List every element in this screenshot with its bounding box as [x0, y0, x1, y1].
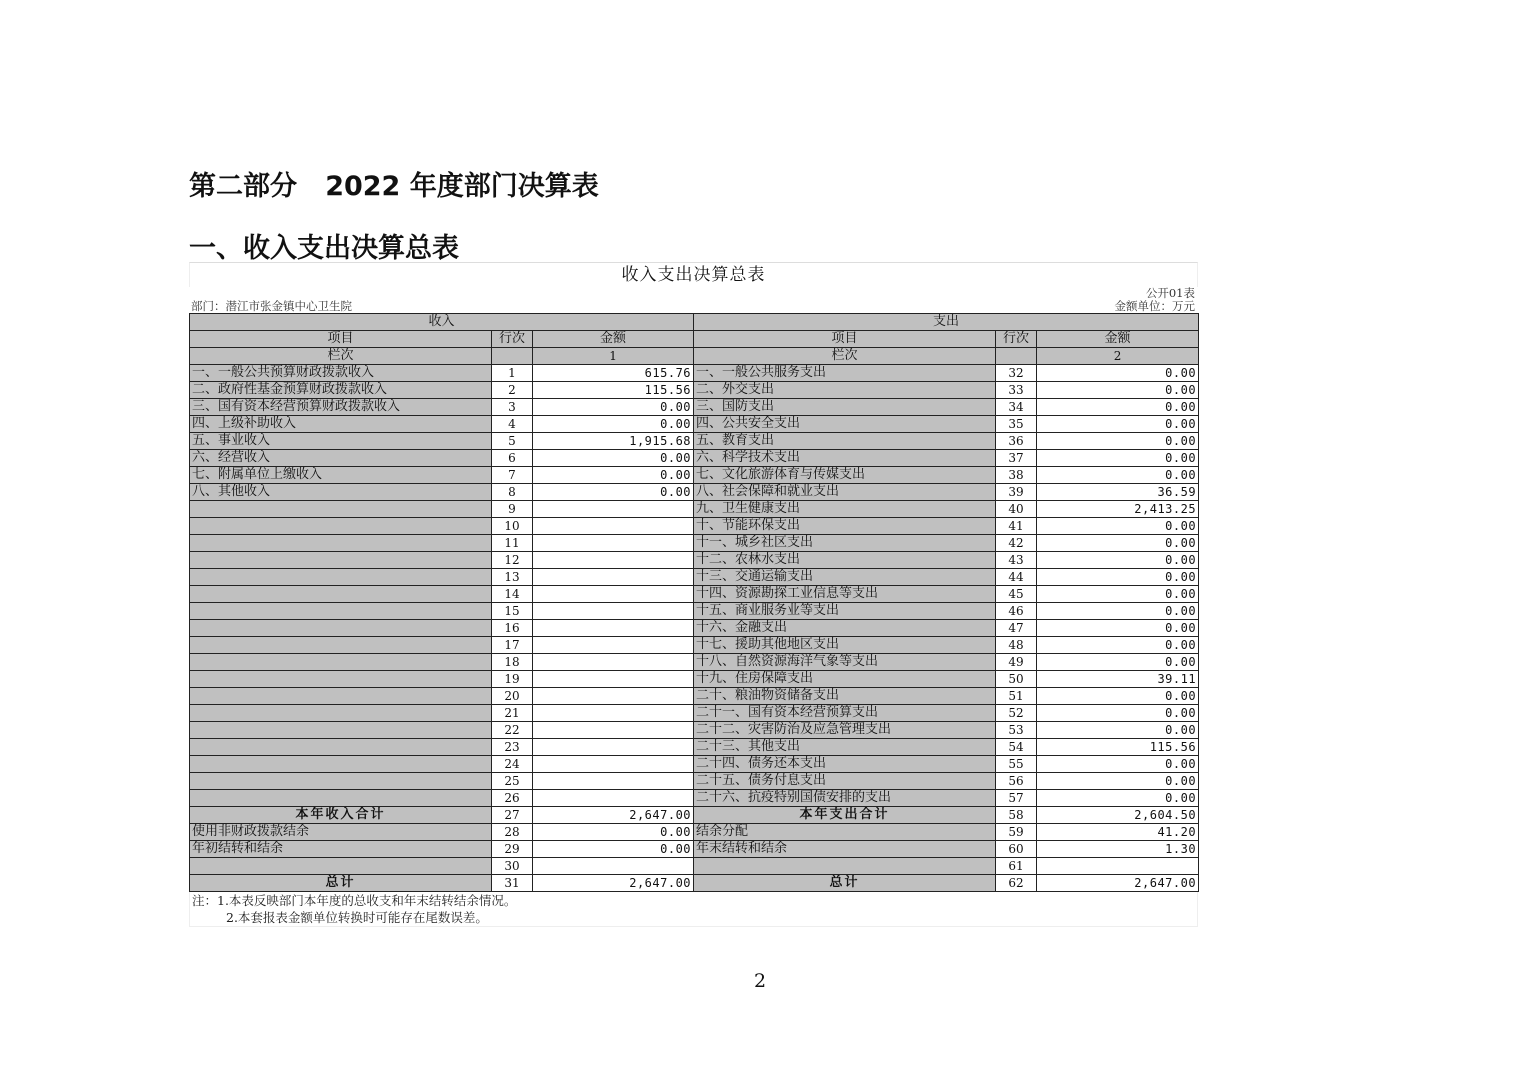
income-line: 28 — [492, 824, 533, 841]
income-line: 25 — [492, 773, 533, 790]
expense-line: 48 — [996, 637, 1037, 654]
income-line: 22 — [492, 722, 533, 739]
expense-amount: 0.00 — [1037, 654, 1199, 671]
income-line: 12 — [492, 552, 533, 569]
income-line: 8 — [492, 484, 533, 501]
sheet-title: 收入支出决算总表 — [189, 262, 1198, 287]
expense-line: 44 — [996, 569, 1037, 586]
summary-table — [189, 313, 1199, 892]
income-item: 一、一般公共预算财政拨款收入 — [190, 365, 492, 382]
income-item: 七、附属单位上缴收入 — [190, 467, 492, 484]
income-amount — [533, 739, 694, 756]
expense-line: 36 — [996, 433, 1037, 450]
expense-line: 53 — [996, 722, 1037, 739]
expense-item: 二十五、债务付息支出 — [694, 773, 996, 790]
expense-amount: 0.00 — [1037, 467, 1199, 484]
expense-line: 43 — [996, 552, 1037, 569]
page-number: 2 — [753, 970, 767, 992]
expense-line: 59 — [996, 824, 1037, 841]
income-amount: 0.00 — [533, 484, 694, 501]
income-item — [190, 671, 492, 688]
expense-item: 十九、住房保障支出 — [694, 671, 996, 688]
income-line: 18 — [492, 654, 533, 671]
income-line: 29 — [492, 841, 533, 858]
table-row — [190, 654, 1199, 671]
income-amount — [533, 790, 694, 807]
table-row — [190, 790, 1199, 807]
expense-amount: 0.00 — [1037, 620, 1199, 637]
expense-line: 37 — [996, 450, 1037, 467]
income-column-number: 1 — [533, 348, 694, 365]
table-row — [190, 365, 1199, 382]
table-code: 公开01表 — [1145, 286, 1195, 300]
expense-amount: 0.00 — [1037, 382, 1199, 399]
expense-amount: 0.00 — [1037, 790, 1199, 807]
income-line: 16 — [492, 620, 533, 637]
income-item — [190, 620, 492, 637]
expense-amount: 0.00 — [1037, 365, 1199, 382]
expense-amount: 0.00 — [1037, 518, 1199, 535]
income-amount: 1,915.68 — [533, 433, 694, 450]
table-row — [190, 433, 1199, 450]
income-item — [190, 722, 492, 739]
expense-amount: 2,647.00 — [1037, 875, 1199, 892]
expense-header: 支出 — [694, 314, 1199, 331]
income-line: 15 — [492, 603, 533, 620]
table-row — [190, 586, 1199, 603]
expense-amount: 1.30 — [1037, 841, 1199, 858]
expense-line: 38 — [996, 467, 1037, 484]
expense-item: 十三、交通运输支出 — [694, 569, 996, 586]
income-line: 21 — [492, 705, 533, 722]
expense-item: 二十六、抗疫特别国债安排的支出 — [694, 790, 996, 807]
expense-item: 五、教育支出 — [694, 433, 996, 450]
table-row — [190, 773, 1199, 790]
income-item — [190, 688, 492, 705]
expense-line: 35 — [996, 416, 1037, 433]
table-row — [190, 705, 1199, 722]
expense-item: 四、公共安全支出 — [694, 416, 996, 433]
income-amount: 0.00 — [533, 841, 694, 858]
note-2: 2.本套报表金额单位转换时可能存在尾数误差。 — [226, 910, 488, 925]
expense-amount: 115.56 — [1037, 739, 1199, 756]
expense-line: 51 — [996, 688, 1037, 705]
table-row — [190, 858, 1199, 875]
unit-label: 金额单位：万元 — [1114, 299, 1195, 313]
expense-amount: 0.00 — [1037, 722, 1199, 739]
expense-item: 结余分配 — [694, 824, 996, 841]
income-line: 17 — [492, 637, 533, 654]
income-line: 23 — [492, 739, 533, 756]
income-amount — [533, 705, 694, 722]
expense-line: 52 — [996, 705, 1037, 722]
expense-column-label: 栏次 — [694, 348, 996, 365]
expense-line: 54 — [996, 739, 1037, 756]
table-row — [190, 416, 1199, 433]
table-row — [190, 569, 1199, 586]
expense-line: 45 — [996, 586, 1037, 603]
income-amount — [533, 722, 694, 739]
expense-amount: 0.00 — [1037, 569, 1199, 586]
table-row — [190, 739, 1199, 756]
income-item — [190, 739, 492, 756]
sheet-meta — [189, 287, 1198, 313]
income-amount: 0.00 — [533, 399, 694, 416]
income-line: 19 — [492, 671, 533, 688]
income-item: 使用非财政拨款结余 — [190, 824, 492, 841]
income-header: 收入 — [190, 314, 694, 331]
income-amount: 2,647.00 — [533, 807, 694, 824]
expense-amount: 0.00 — [1037, 552, 1199, 569]
expense-line: 40 — [996, 501, 1037, 518]
expense-amount: 0.00 — [1037, 450, 1199, 467]
expense-item — [694, 858, 996, 875]
expense-amount: 0.00 — [1037, 586, 1199, 603]
income-amount — [533, 586, 694, 603]
income-amount — [533, 654, 694, 671]
expense-item: 总计 — [694, 875, 996, 892]
expense-line: 61 — [996, 858, 1037, 875]
note-1: 注：1.本表反映部门本年度的总收支和年末结转结余情况。 — [192, 893, 517, 908]
table-row — [190, 807, 1199, 824]
expense-line: 42 — [996, 535, 1037, 552]
table-row — [190, 450, 1199, 467]
expense-item: 二十二、灾害防治及应急管理支出 — [694, 722, 996, 739]
expense-item: 七、文化旅游体育与传媒支出 — [694, 467, 996, 484]
expense-amount: 0.00 — [1037, 756, 1199, 773]
income-amount: 0.00 — [533, 467, 694, 484]
expense-amount: 0.00 — [1037, 688, 1199, 705]
income-amount: 0.00 — [533, 416, 694, 433]
income-item — [190, 501, 492, 518]
income-amount — [533, 773, 694, 790]
income-amount — [533, 637, 694, 654]
expense-amount: 0.00 — [1037, 535, 1199, 552]
expense-line: 34 — [996, 399, 1037, 416]
expense-item: 十七、援助其他地区支出 — [694, 637, 996, 654]
expense-item: 十一、城乡社区支出 — [694, 535, 996, 552]
expense-item: 十六、金融支出 — [694, 620, 996, 637]
table-row — [190, 552, 1199, 569]
table-row — [190, 637, 1199, 654]
table-row — [190, 620, 1199, 637]
expense-item: 八、社会保障和就业支出 — [694, 484, 996, 501]
expense-line: 58 — [996, 807, 1037, 824]
income-amount: 0.00 — [533, 450, 694, 467]
income-line: 30 — [492, 858, 533, 875]
expense-amount: 0.00 — [1037, 637, 1199, 654]
income-amount — [533, 501, 694, 518]
expense-amount: 39.11 — [1037, 671, 1199, 688]
income-line: 2 — [492, 382, 533, 399]
income-amount — [533, 620, 694, 637]
income-item: 总计 — [190, 875, 492, 892]
income-item-header: 项目 — [190, 331, 492, 348]
table-row — [190, 824, 1199, 841]
income-line: 4 — [492, 416, 533, 433]
table-row — [190, 467, 1199, 484]
part-heading: 第二部分 2022 年度部门决算表 — [189, 171, 599, 202]
expense-item: 二、外交支出 — [694, 382, 996, 399]
income-line: 6 — [492, 450, 533, 467]
income-item: 六、经营收入 — [190, 450, 492, 467]
income-item — [190, 858, 492, 875]
income-item: 三、国有资本经营预算财政拨款收入 — [190, 399, 492, 416]
expense-line: 60 — [996, 841, 1037, 858]
expense-item: 九、卫生健康支出 — [694, 501, 996, 518]
income-line: 13 — [492, 569, 533, 586]
income-line: 11 — [492, 535, 533, 552]
expense-item-header: 项目 — [694, 331, 996, 348]
income-item — [190, 637, 492, 654]
expense-line: 41 — [996, 518, 1037, 535]
income-column-label: 栏次 — [190, 348, 492, 365]
expense-item: 六、科学技术支出 — [694, 450, 996, 467]
income-amount — [533, 569, 694, 586]
expense-item: 十二、农林水支出 — [694, 552, 996, 569]
income-item — [190, 586, 492, 603]
income-amount: 0.00 — [533, 824, 694, 841]
income-item — [190, 654, 492, 671]
income-line: 5 — [492, 433, 533, 450]
income-item: 二、政府性基金预算财政拨款收入 — [190, 382, 492, 399]
expense-line: 39 — [996, 484, 1037, 501]
income-line: 20 — [492, 688, 533, 705]
expense-item: 二十三、其他支出 — [694, 739, 996, 756]
expense-item: 一、一般公共服务支出 — [694, 365, 996, 382]
income-amount — [533, 535, 694, 552]
expense-amount-header: 金额 — [1037, 331, 1199, 348]
expense-amount: 0.00 — [1037, 433, 1199, 450]
income-item — [190, 535, 492, 552]
income-line: 26 — [492, 790, 533, 807]
income-item — [190, 518, 492, 535]
expense-item: 十五、商业服务业等支出 — [694, 603, 996, 620]
income-amount — [533, 671, 694, 688]
income-amount-header: 金额 — [533, 331, 694, 348]
income-amount — [533, 518, 694, 535]
table-row — [190, 875, 1199, 892]
income-item — [190, 773, 492, 790]
income-amount — [533, 552, 694, 569]
expense-amount: 36.59 — [1037, 484, 1199, 501]
expense-column-number: 2 — [1037, 348, 1199, 365]
table-row — [190, 603, 1199, 620]
income-line-header: 行次 — [492, 331, 533, 348]
table-row — [190, 756, 1199, 773]
table-row — [190, 688, 1199, 705]
income-item — [190, 569, 492, 586]
expense-item: 三、国防支出 — [694, 399, 996, 416]
expense-amount: 0.00 — [1037, 603, 1199, 620]
income-amount: 615.76 — [533, 365, 694, 382]
table-row — [190, 484, 1199, 501]
table-row — [190, 841, 1199, 858]
expense-item: 十四、资源勘探工业信息等支出 — [694, 586, 996, 603]
income-item: 五、事业收入 — [190, 433, 492, 450]
income-line: 10 — [492, 518, 533, 535]
expense-line: 62 — [996, 875, 1037, 892]
income-line: 7 — [492, 467, 533, 484]
table-row — [190, 535, 1199, 552]
expense-line: 57 — [996, 790, 1037, 807]
expense-amount: 0.00 — [1037, 705, 1199, 722]
income-amount — [533, 688, 694, 705]
income-line: 9 — [492, 501, 533, 518]
income-line: 3 — [492, 399, 533, 416]
expense-line: 46 — [996, 603, 1037, 620]
income-item: 八、其他收入 — [190, 484, 492, 501]
table-notes — [189, 892, 1198, 927]
table-row — [190, 382, 1199, 399]
expense-item: 十、节能环保支出 — [694, 518, 996, 535]
summary-sheet — [189, 262, 1198, 927]
income-amount — [533, 756, 694, 773]
income-item — [190, 603, 492, 620]
income-line: 14 — [492, 586, 533, 603]
expense-item: 二十、粮油物资储备支出 — [694, 688, 996, 705]
expense-line: 49 — [996, 654, 1037, 671]
expense-amount: 0.00 — [1037, 773, 1199, 790]
expense-line: 33 — [996, 382, 1037, 399]
income-amount: 115.56 — [533, 382, 694, 399]
expense-amount: 0.00 — [1037, 416, 1199, 433]
income-amount — [533, 858, 694, 875]
expense-amount — [1037, 858, 1199, 875]
expense-column-blank — [996, 348, 1037, 365]
expense-amount: 41.20 — [1037, 824, 1199, 841]
table-row — [190, 399, 1199, 416]
expense-line: 50 — [996, 671, 1037, 688]
expense-line-header: 行次 — [996, 331, 1037, 348]
expense-line: 32 — [996, 365, 1037, 382]
expense-line: 55 — [996, 756, 1037, 773]
income-item — [190, 552, 492, 569]
expense-amount: 2,413.25 — [1037, 501, 1199, 518]
income-line: 1 — [492, 365, 533, 382]
expense-item: 年末结转和结余 — [694, 841, 996, 858]
section-heading: 一、收入支出决算总表 — [189, 233, 459, 264]
expense-amount: 0.00 — [1037, 399, 1199, 416]
income-item — [190, 790, 492, 807]
expense-item: 十八、自然资源海洋气象等支出 — [694, 654, 996, 671]
income-column-blank — [492, 348, 533, 365]
income-item: 年初结转和结余 — [190, 841, 492, 858]
table-row — [190, 671, 1199, 688]
expense-line: 47 — [996, 620, 1037, 637]
table-row — [190, 722, 1199, 739]
department-label: 部门：潜江市张金镇中心卫生院 — [191, 299, 352, 313]
income-line: 24 — [492, 756, 533, 773]
table-row — [190, 501, 1199, 518]
income-amount — [533, 603, 694, 620]
expense-amount: 2,604.50 — [1037, 807, 1199, 824]
table-row — [190, 518, 1199, 535]
income-item: 本年收入合计 — [190, 807, 492, 824]
income-amount: 2,647.00 — [533, 875, 694, 892]
income-line: 31 — [492, 875, 533, 892]
expense-item: 二十四、债务还本支出 — [694, 756, 996, 773]
income-item — [190, 705, 492, 722]
income-line: 27 — [492, 807, 533, 824]
expense-item: 本年支出合计 — [694, 807, 996, 824]
expense-item: 二十一、国有资本经营预算支出 — [694, 705, 996, 722]
income-item — [190, 756, 492, 773]
expense-line: 56 — [996, 773, 1037, 790]
income-item: 四、上级补助收入 — [190, 416, 492, 433]
table-body — [190, 365, 1199, 892]
